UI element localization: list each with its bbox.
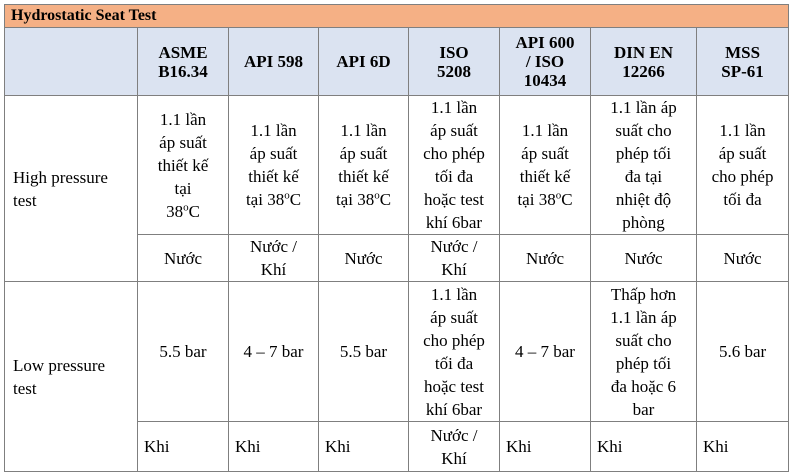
low-pressure-medium-5: Khi: [500, 422, 591, 472]
standard-header-6: DIN EN 12266: [591, 28, 697, 96]
standard-header-1: ASME B16.34: [138, 28, 229, 96]
low-pressure-medium-3: Khi: [319, 422, 409, 472]
low-pressure-medium-7: Khi: [697, 422, 789, 472]
high-pressure-medium-6: Nước: [591, 235, 697, 282]
high-pressure-value-4: 1.1 lần áp suất cho phép tối đa hoặc test khí 6bar: [409, 96, 500, 235]
high-pressure-value-6: 1.1 lần áp suất cho phép tối đa tại nhiệt độ phòng: [591, 96, 697, 235]
low-pressure-value-2: 4 – 7 bar: [229, 282, 319, 422]
high-pressure-value-5: 1.1 lần áp suất thiết kế tại 38$^o$C: [500, 96, 591, 235]
standard-header-7: MSS SP-61: [697, 28, 789, 96]
high-pressure-value-7: 1.1 lần áp suất cho phép tối đa: [697, 96, 789, 235]
high-pressure-medium-5: Nước: [500, 235, 591, 282]
low-pressure-value-4: 1.1 lần áp suất cho phép tối đa hoặc test khí 6bar: [409, 282, 500, 422]
high-pressure-medium-4: Nước / Khí: [409, 235, 500, 282]
header-row: [5, 28, 789, 96]
standard-header-2: API 598: [229, 28, 319, 96]
standard-header-4: ISO 5208: [409, 28, 500, 96]
high-pressure-medium-7: Nước: [697, 235, 789, 282]
seat-test-table: [4, 4, 789, 472]
low-pressure-row: [5, 282, 789, 422]
low-pressure-value-5: 4 – 7 bar: [500, 282, 591, 422]
low-pressure-value-7: 5.6 bar: [697, 282, 789, 422]
high-pressure-medium-1: Nước: [138, 235, 229, 282]
standard-header-3: API 6D: [319, 28, 409, 96]
high-pressure-medium-2: Nước / Khí: [229, 235, 319, 282]
high-pressure-value-1: 1.1 lần áp suất thiết kế tại 38$^o$C: [138, 96, 229, 235]
table-title: Hydrostatic Seat Test: [5, 5, 789, 28]
high-pressure-label: High pressure test: [5, 96, 138, 282]
standard-header-5: API 600 / ISO 10434: [500, 28, 591, 96]
low-pressure-value-1: 5.5 bar: [138, 282, 229, 422]
high-pressure-row: [5, 96, 789, 235]
high-pressure-value-3: 1.1 lần áp suất thiết kế tại 38$^o$C: [319, 96, 409, 235]
title-row: [5, 5, 789, 28]
low-pressure-medium-4: Nước / Khí: [409, 422, 500, 472]
low-pressure-medium-2: Khi: [229, 422, 319, 472]
low-pressure-value-3: 5.5 bar: [319, 282, 409, 422]
low-pressure-value-6: Thấp hơn 1.1 lần áp suất cho phép tối đa hoặc 6 bar: [591, 282, 697, 422]
low-pressure-medium-6: Khi: [591, 422, 697, 472]
header-corner: [5, 28, 138, 96]
seat-test-sheet: [4, 4, 788, 472]
low-pressure-label: Low pressure test: [5, 282, 138, 472]
high-pressure-value-2: 1.1 lần áp suất thiết kế tại 38$^o$C: [229, 96, 319, 235]
low-pressure-medium-1: Khi: [138, 422, 229, 472]
high-pressure-medium-3: Nước: [319, 235, 409, 282]
